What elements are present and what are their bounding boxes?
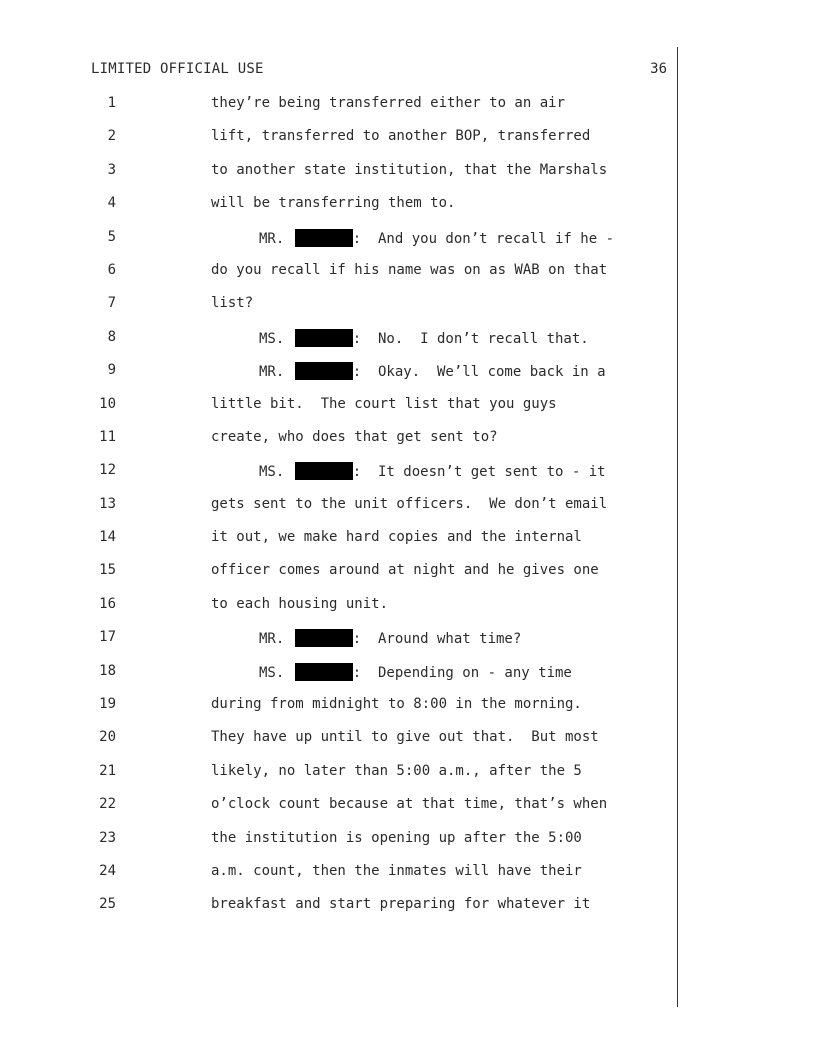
line-content: during from midnight to 8:00 in the morning. [211, 696, 582, 713]
line-text [211, 896, 590, 913]
line-text [211, 195, 455, 212]
transcript-line [0, 128, 677, 161]
transcript-line [0, 763, 677, 796]
line-number: 6 [107, 261, 116, 278]
line-content: do you recall if his name was on as WAB on that [211, 261, 608, 278]
line-number: 19 [99, 696, 116, 713]
transcript-line [0, 162, 677, 195]
transcript-line [0, 562, 677, 595]
line-number: 20 [99, 729, 116, 746]
transcript-line [0, 229, 677, 262]
transcript-line [0, 362, 677, 395]
line-text [259, 329, 589, 348]
line-content: o’clock count because at that time, that’s when [211, 796, 608, 813]
line-number: 5 [107, 228, 116, 245]
transcript-line [0, 796, 677, 829]
line-number: 1 [107, 95, 116, 111]
line-content: officer comes around at night and he gives one [211, 562, 599, 579]
line-number: 18 [99, 662, 116, 679]
transcript-line [0, 462, 677, 495]
line-content: : Okay. We’ll come back in a [352, 364, 606, 381]
line-number: 7 [107, 295, 116, 312]
line-text [259, 229, 614, 248]
redaction-box [295, 362, 353, 380]
line-content: little bit. The court list that you guys [211, 395, 557, 412]
line-text [211, 562, 599, 579]
transcript-line [0, 663, 677, 696]
line-text [211, 162, 607, 179]
transcript-line [0, 729, 677, 762]
line-text [259, 663, 572, 682]
transcript-line [0, 696, 677, 729]
line-number: 9 [107, 362, 116, 379]
transcript-line [0, 830, 677, 863]
line-text [211, 529, 582, 546]
line-text [211, 796, 607, 813]
line-content: : It doesn’t get sent to - it [352, 464, 606, 481]
line-number: 13 [99, 495, 116, 512]
redaction-box [295, 462, 353, 480]
speaker-prefix: MR. [259, 230, 293, 247]
page-number: 36 [650, 61, 667, 77]
transcript-line [0, 429, 677, 462]
line-content: will be transferring them to. [211, 195, 456, 212]
redaction-box [295, 329, 353, 347]
speaker-prefix: MR. [259, 631, 293, 648]
redaction-box [295, 229, 353, 247]
transcript-line [0, 863, 677, 896]
line-text [259, 629, 521, 648]
line-number: 25 [99, 896, 116, 913]
line-content: list? [211, 295, 254, 312]
speaker-prefix: MS. [259, 330, 293, 347]
line-text [211, 696, 582, 713]
transcript-line [0, 396, 677, 429]
line-text [211, 596, 388, 613]
line-number: 8 [107, 328, 116, 345]
line-content: to another state institution, that the Marshals [211, 161, 608, 178]
line-number: 2 [107, 128, 116, 145]
line-content: create, who does that get sent to? [211, 428, 498, 445]
line-text [211, 295, 253, 312]
transcript-line [0, 329, 677, 362]
line-number: 17 [99, 629, 116, 646]
transcript-line [0, 295, 677, 328]
line-content: likely, no later than 5:00 a.m., after the 5 [211, 762, 582, 779]
line-content: a.m. count, then the inmates will have their [211, 862, 582, 879]
transcript-lines [0, 95, 677, 930]
line-number: 4 [107, 195, 116, 212]
line-number: 21 [99, 762, 116, 779]
transcript-line [0, 896, 677, 929]
transcript-line [0, 596, 677, 629]
line-content: it out, we make hard copies and the internal [211, 529, 582, 546]
redaction-box [295, 663, 353, 681]
line-content: lift, transferred to another BOP, transferred [211, 128, 591, 145]
speaker-prefix: MS. [259, 464, 293, 481]
line-text [211, 95, 565, 112]
transcript-line [0, 262, 677, 295]
line-content: : Around what time? [352, 631, 522, 648]
line-text [259, 362, 606, 381]
line-content: They have up until to give out that. But most [211, 729, 599, 746]
line-content: : No. I don’t recall that. [352, 330, 589, 347]
line-number: 16 [99, 595, 116, 612]
line-text [211, 729, 599, 746]
line-content: : And you don’t recall if he - [352, 230, 615, 247]
speaker-prefix: MR. [259, 364, 293, 381]
line-number: 11 [99, 428, 116, 445]
right-margin-rule [677, 47, 678, 1007]
line-text [211, 863, 582, 880]
line-number: 3 [107, 161, 116, 178]
line-text [211, 763, 582, 780]
line-number: 23 [99, 829, 116, 846]
line-number: 12 [99, 462, 116, 479]
line-text [211, 496, 607, 513]
line-text [211, 396, 557, 413]
redaction-box [295, 629, 353, 647]
line-text [211, 262, 607, 279]
transcript-line [0, 629, 677, 662]
transcript-line [0, 95, 677, 128]
line-content: they’re being transferred either to an air [211, 95, 566, 111]
line-content: breakfast and start preparing for whatever it [211, 896, 591, 913]
line-content: to each housing unit. [211, 595, 389, 612]
speaker-prefix: MS. [259, 664, 293, 681]
line-content: : Depending on - any time [352, 664, 572, 681]
line-number: 24 [99, 862, 116, 879]
transcript-line [0, 529, 677, 562]
line-number: 22 [99, 796, 116, 813]
line-text [211, 128, 590, 145]
line-content: gets sent to the unit officers. We don’t email [211, 495, 608, 512]
line-content: the institution is opening up after the 5:00 [211, 829, 582, 846]
line-number: 15 [99, 562, 116, 579]
line-number: 10 [99, 395, 116, 412]
line-text [259, 462, 606, 481]
classification-header: LIMITED OFFICIAL USE [91, 61, 264, 77]
line-text [211, 830, 582, 847]
line-text [211, 429, 498, 446]
transcript-line [0, 496, 677, 529]
line-number: 14 [99, 529, 116, 546]
transcript-line [0, 195, 677, 228]
